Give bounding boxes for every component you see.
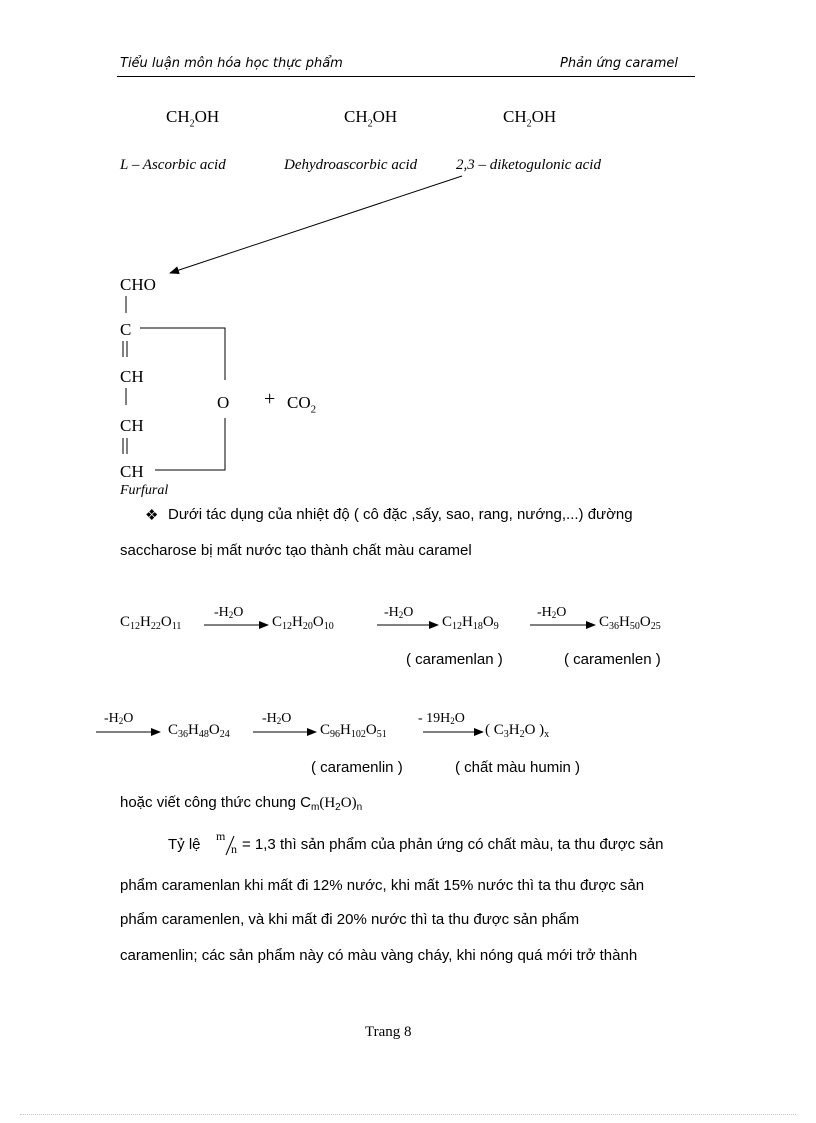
dehydroascorbic-acid-label: Dehydroascorbic acid xyxy=(284,157,418,173)
furfural-cho: CHO xyxy=(120,275,156,294)
l-ascorbic-acid-label: L – Ascorbic acid xyxy=(120,157,226,173)
paragraph2-line1: = 1,3 thì sản phẩm của phản ứng có chất màu, ta thu được sản xyxy=(242,836,664,853)
fraction-numerator-m: m xyxy=(216,829,226,843)
humin-label: ( chất màu humin ) xyxy=(455,759,581,776)
ring-bond-top xyxy=(140,328,225,380)
diketogulonic-acid-label: 2,3 – diketogulonic acid xyxy=(456,157,601,173)
arrow-label-h2o-1: $-H_2O$ xyxy=(214,605,244,620)
furfural-ch-3: CH xyxy=(120,462,144,481)
diagonal-arrow xyxy=(170,176,462,273)
formula-c36h48o24: $C_{36}H_{48}O_{24}$ xyxy=(168,722,230,740)
formula-c12h18o9: $C_{12}H_{18}O_9$ xyxy=(442,614,499,632)
formula-c3h2o-x: ( $C_3H_2O$ )$_x$ xyxy=(485,722,550,740)
formula-c36h50o25: $C_{36}H_{50}O_{25}$ xyxy=(599,614,661,632)
paragraph2-line2: phẩm caramenlan khi mất đi 12% nước, khi mất 15% nước thì ta thu được sản xyxy=(120,877,645,894)
paragraph1-line2: saccharose bị mất nước tạo thành chất màu caramel xyxy=(120,542,472,559)
paragraph2-line3: phẩm caramenlen, và khi mất đi 20% nước thì ta thu được sản phẩm xyxy=(120,911,580,928)
general-formula-line: hoặc viết công thức chung $C_m(H_2O)_n$ xyxy=(120,794,363,813)
formula-c12h20o10: $C_{12}H_{20}O_{10}$ xyxy=(272,614,334,632)
ratio-lead: Tỷ lệ xyxy=(168,836,201,853)
co2-formula: $CO_2$ xyxy=(287,393,317,416)
ch2oh-formula-1: $CH_2OH$ xyxy=(166,107,220,130)
bullet-diamond-icon: ❖ xyxy=(145,507,159,524)
furfural-c: C xyxy=(120,320,132,339)
caramenlan-label: ( caramenlan ) xyxy=(406,651,503,668)
arrow-label-h2o-4: $-H_2O$ xyxy=(104,711,134,726)
ch2oh-formula-2: $CH_2OH$ xyxy=(344,107,398,130)
header-right: Phản ứng caramel xyxy=(560,56,678,71)
paragraph1-line1: Dưới tác dụng của nhiệt độ ( cô đặc ,sấy, sao, rang, nướng,...) đường xyxy=(168,506,633,523)
caramenlin-label: ( caramenlin ) xyxy=(311,759,403,776)
furfural-ch-2: CH xyxy=(120,416,144,435)
arrow-label-19h2o: - $19H_2O$ xyxy=(418,711,465,726)
arrow-label-h2o-5: $-H_2O$ xyxy=(262,711,292,726)
paragraph2-line4: caramenlin; các sản phẩm này có màu vàng cháy, khi nóng quá mới trở thành xyxy=(120,947,638,964)
furfural-name: Furfural xyxy=(120,483,169,498)
furfural-oxygen: O xyxy=(217,393,230,412)
fraction-denominator-n: n xyxy=(231,842,237,856)
formula-c96h102o51: $C_{96}H_{102}O_{51}$ xyxy=(320,722,387,740)
ch2oh-formula-3: $CH_2OH$ xyxy=(503,107,557,130)
page-number: Trang 8 xyxy=(365,1024,412,1040)
page-bottom-rule xyxy=(20,1114,796,1115)
ring-bond-bottom xyxy=(155,418,225,470)
header-left: Tiểu luận môn hóa học thực phẩm xyxy=(120,56,343,71)
caramenlen-label: ( caramenlen ) xyxy=(564,651,661,668)
arrow-label-h2o-3: $-H_2O$ xyxy=(537,605,567,620)
formula-c12h22o11: $C_{12}H_{22}O_{11}$ xyxy=(120,614,182,632)
plus-sign: + xyxy=(264,388,276,410)
arrow-label-h2o-2: $-H_2O$ xyxy=(384,605,414,620)
furfural-ch-1: CH xyxy=(120,367,144,386)
